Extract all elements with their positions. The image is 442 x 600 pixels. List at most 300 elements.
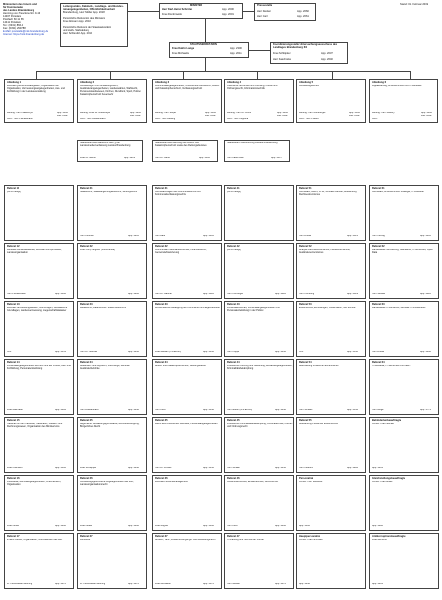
referat-box <box>296 475 366 531</box>
referat-leiter: Herr Hunzinger <box>227 293 244 295</box>
referat-desc: Vorsitz: Frau Stöckel <box>372 423 394 425</box>
referat-app: App. 2070 <box>128 583 139 585</box>
abteilung-app: App. 2100 <box>57 112 68 114</box>
referat-leiter: Frau Mamrabe <box>7 409 23 411</box>
referat-app: App. 2602 <box>55 409 66 411</box>
ministry-line-5: Postfach 60 11 65 <box>3 18 24 21</box>
referat-box <box>152 301 222 357</box>
referat-desc: Vorsitz: Herr Mosbeck <box>299 481 323 483</box>
abteilung-fax: Fax: 2102 <box>57 115 68 117</box>
referat-title: Referat 43 <box>227 303 240 306</box>
staatssekretaerin-name: Frau Katrin Lange <box>172 47 195 50</box>
referat-title: Referat 61 <box>372 187 385 190</box>
referat-title: Referat 26 <box>80 477 93 480</box>
referat-desc: Grundsatz, E-Government Strategie, IT-Leitstelle <box>372 191 424 193</box>
referat-leiter: Frau Lütder <box>80 525 93 527</box>
minister-vorz: Frau Dombrowski <box>162 13 183 16</box>
minister-vorz-app: App. 2001 <box>222 13 234 16</box>
referat-desc: Wirtschaftliche Betätigung der Kommunen und Eigenbetriebe <box>155 307 220 309</box>
referat-leiter: Herr Schäfer <box>299 409 313 411</box>
referat-desc: Innerer Dienst, Organisation, Informationen des MIK <box>7 539 63 541</box>
referat-title: Personalrat <box>299 477 314 480</box>
referat-app: App. 2320 <box>203 293 214 295</box>
referat-desc: Ausländer- und Asylrecht, Flüchtlinge, Zentrale Ausländerbehörde <box>80 365 130 370</box>
referat-leiter: App. 2040 <box>299 583 310 585</box>
referat-title: Referat 13 <box>7 303 20 306</box>
referat-box <box>369 185 439 241</box>
referat-app: App. 2340 <box>203 409 214 411</box>
referat-desc: Vorsitz: Frau Schröder <box>299 539 323 541</box>
abteilung-title: Abteilung 6 <box>372 81 387 84</box>
referat-leiter: Herr Heidrich <box>299 467 314 469</box>
referat-desc: Brand- und Katastrophenschutz, Rettungsdienst <box>155 365 206 367</box>
koord-l1: Frau Schlöpker <box>273 52 291 55</box>
referat-desc: Arbeits-, Tarif-, Zusatzversorgungs- und Besoldungsrecht <box>155 539 216 541</box>
referat-box <box>152 359 222 415</box>
referat-box <box>296 533 366 589</box>
referat-desc: Haushalt für den Haushalt, Haushalts-, Kassen- und Rechnungswesen, Organisation des Ministeriums <box>7 423 63 428</box>
koord-l2: Herr Kaschorke <box>273 58 292 61</box>
presse-title: Pressestelle <box>257 4 273 7</box>
referat-leiter: App. 2061 <box>372 583 383 585</box>
referat-title: Referat 14 <box>7 361 20 364</box>
referat-box <box>4 533 74 589</box>
leitungsstab-line-4: Persönliche Referentin des Ministers <box>63 17 106 20</box>
stabsstelle-app: App. 2317 <box>271 157 282 159</box>
referat-title: Referat 34 <box>155 361 168 364</box>
abteilung-title: Abteilung 3 <box>155 81 170 84</box>
abteilung-title: Abteilung 5 <box>299 81 314 84</box>
referat-app: App. 2460 <box>275 525 286 527</box>
referat-title: Behindertenbeauftragte <box>372 419 402 422</box>
referat-title: Gleichstellungsbeauftragte <box>372 477 406 480</box>
abteilung-vertr: Vertr.: Herr Köppera <box>227 118 249 120</box>
referat-app: App. 2544 <box>347 409 358 411</box>
leitungsstab-title-2: ratsangelegenheiten, Öffentlichkeitsarbeit <box>63 8 115 11</box>
abteilung-leitung: Leitung: Herr Dr. Lührs <box>227 112 252 114</box>
ministry-line-4: 14467 Potsdam <box>3 15 22 18</box>
presse-a1: App. 2060 <box>297 10 309 13</box>
referat-leiter: Herr Rhode <box>372 351 385 353</box>
referat-leiter: Fr. Personalrat Werning <box>7 583 33 585</box>
ministry-line-6: 14411 Potsdam <box>3 21 21 24</box>
referat-app: App. 2420 <box>275 293 286 295</box>
koord-a1: App. 2037 <box>321 52 333 55</box>
referat-desc: Frau Chirp Sogiber (Vorsitzende) <box>80 249 115 251</box>
stabsstelle-text: Stabsstelle Rechtsaufsicht nach § der Landesmedienverfassung Landes Brandenburg <box>80 142 131 147</box>
abteilung-6-box <box>369 79 438 123</box>
referat-title: Referat 45 <box>227 419 240 422</box>
referat-title: Referat 63 <box>372 303 385 306</box>
abteilung-vertr: Vertr.: Herr Breidenbach <box>80 118 106 120</box>
referat-box <box>224 185 294 241</box>
referat-app: App. 2620 <box>420 293 431 295</box>
referat-leiter: App. 2100 <box>299 525 310 527</box>
referat-desc: Polizeiliche Kriminalitätsbekämpfung, Kriminaltechnik, Polizei- und Ordnungsrecht <box>227 423 293 428</box>
referat-box <box>369 533 439 589</box>
referat-leiter: Herr Rhode <box>299 235 312 237</box>
abteilung-1-box <box>4 79 74 123</box>
referat-box <box>77 243 147 299</box>
referat-box <box>77 359 147 415</box>
referat-app: App. 2060 <box>128 525 139 527</box>
referat-leiter: Frau Lühler <box>7 525 20 527</box>
stabsstelle-app: App. 2318 <box>199 157 210 159</box>
referat-title: Referat 22 <box>80 245 93 248</box>
referat-desc: Personalangelegenheiten des MIK und der Polizei, Aus- und Fortbildung, Personalentwicklung <box>7 365 71 370</box>
referat-title: Referat 32 <box>155 245 168 248</box>
abteilung-app: App. 2600 <box>421 112 432 114</box>
connector-abt6 <box>410 71 411 79</box>
referat-desc: Frau Behrend <box>372 539 387 541</box>
referat-title: Referat 53 <box>299 303 312 306</box>
referat-app: App. 2470 <box>275 583 286 585</box>
minister-app: App. 2000 <box>222 8 234 11</box>
referat-leiter: Frau Bogner <box>155 525 169 527</box>
connector-abt5 <box>332 71 333 79</box>
stabsstelle-name: Herr Dr. Gerlid <box>155 157 171 159</box>
referat-leiter: N.N. <box>7 351 12 353</box>
abteilung-desc: Öffentliche Sicherheit und Ordnung, Polizei und Ordnungsrecht, Informationstechnik <box>227 85 278 90</box>
referat-leiter: Herr Koch <box>155 409 166 411</box>
referat-leiter: Frau Pollmann <box>7 467 23 469</box>
presse-l1: Herr Decker <box>257 10 271 13</box>
referat-desc: Justiziariat, Rechtsangelegenheiten, Innenrevision, Organisation <box>7 481 61 486</box>
referat-app: App. 2440 <box>275 409 286 411</box>
referat-box <box>224 417 294 473</box>
abteilung-leitung: Leitung: Herr Wolfery <box>372 112 395 114</box>
abteilung-leitung: Leitung: Herr Nordberger <box>299 112 326 114</box>
referat-title: Referat 44 <box>227 361 240 364</box>
abteilung-app: App. 2300 <box>205 112 216 114</box>
referat-box <box>4 185 74 241</box>
leitungsstab-line-5: Frau Altmann App. 2010 <box>63 20 91 23</box>
stabsstelle-text: Stabsstelle Rechtsetzung des Brand- und Katastrophenschutz sowie des Rettungsdienstes <box>155 142 207 147</box>
referat-title: Referat 31 <box>155 187 168 190</box>
pressestelle-box <box>254 3 316 21</box>
referat-desc: IT-Planung und Technik der Polizei <box>227 539 264 541</box>
presse-a2: App. 2061 <box>297 15 309 18</box>
referat-desc: Recht des Öffentlichen Dienstes, Personalangelegenheiten <box>155 423 218 425</box>
referat-box <box>77 301 147 357</box>
abteilung-leitung: Leitung: Frau Dr. Bussmeyer <box>80 112 111 114</box>
referat-box <box>4 475 74 531</box>
referat-box <box>77 475 147 531</box>
referat-box <box>224 301 294 357</box>
abteilung-fax: Fax: 2402 <box>277 115 288 117</box>
referat-desc: Verkehrssicherheit, Einsatztechnik, Grenzschutz <box>227 481 279 483</box>
referat-app: App. 2330 <box>203 351 214 353</box>
referat-desc: Verfassungsgerichtliche Angelegenheiten des MIK, Landesorganisationsrecht <box>80 481 134 486</box>
referat-app: App. 2350 <box>203 467 214 469</box>
referat-desc: Auswertung Politischer Extremismus <box>299 423 338 425</box>
minister-title: MINISTER <box>190 4 203 7</box>
referat-desc: Beschaffung Politischer Extremismus <box>299 365 339 367</box>
minister-box <box>159 3 243 19</box>
referat-title: Referat 42 <box>227 245 240 248</box>
referat-leiter: Herr Nienke <box>227 583 240 585</box>
stabsstelle-2-box <box>152 140 218 162</box>
referat-app: App. 2210 <box>128 235 139 237</box>
referat-box <box>369 301 439 357</box>
referat-title: Referat 62 <box>372 245 385 248</box>
referat-desc: Landesweite Normierung, Standards, IT-Sicherheit, Open Data <box>372 249 433 254</box>
referat-title: Referat 52 <box>299 245 312 248</box>
referat-app: App. 2530 <box>347 351 358 353</box>
abteilung-desc: Kommunalangelegenheiten, Öffentliches Dienstrecht, Brand- und Katastrophenschutz, Verfassungsschutz <box>155 85 220 90</box>
referat-title: Referat 27 <box>80 535 93 538</box>
referat-title: Referat 23 <box>80 303 93 306</box>
staatssekretaerin-app: App. 2300 <box>230 47 242 50</box>
referat-title: Referat 36 <box>155 477 168 480</box>
connector-stsek-down <box>205 58 206 71</box>
referat-leiter: Herr Hoppe <box>227 351 240 353</box>
connector-stsek-koord <box>249 50 270 51</box>
referat-title: Referat 41 <box>227 187 240 190</box>
referat-desc: Melderecht, Datenschutz- sowie Aktenrecht <box>80 307 126 309</box>
abteilung-2-box <box>77 79 147 123</box>
referat-box <box>296 417 366 473</box>
referat-desc: (nicht belegt) <box>227 249 241 251</box>
referat-leiter: Fr. Personalrat Werning <box>80 583 106 585</box>
referat-box <box>152 417 222 473</box>
abteilung-desc: Digitalisierung, E-Government und IT-Leitstelle <box>372 85 422 87</box>
abteilung-fax: Fax: 2302 <box>205 115 216 117</box>
referat-desc: Grundsatzfragen des Kommunalrechts und Kommunalverfassungsrechts <box>155 191 201 196</box>
referat-box <box>4 301 74 357</box>
referat-desc: Allgemeine Verwaltungsgrundsätze, Rechtsbereinigung, Bürgerliches Recht <box>80 423 140 428</box>
abteilung-title: Abteilung 2 <box>80 81 95 84</box>
referat-title: Referat 12 <box>7 245 20 248</box>
abteilung-vertr: Vertr.: Herr Prätsch <box>299 118 320 120</box>
stabsstelle-3-box <box>224 140 290 162</box>
referat-app: App. 2660 <box>420 351 431 353</box>
referat-box <box>152 533 222 589</box>
referat-leiter: Herr Hennig <box>372 235 385 237</box>
referat-app: App. 2450 <box>275 467 286 469</box>
connector-abt-horizontal <box>36 71 410 72</box>
abteilung-fax: Fax: 2202 <box>130 115 141 117</box>
referat-app: App. 2060 <box>55 525 66 527</box>
referat-desc: Extremismus, Ermittlungen, Observation, ND-Technik <box>299 307 356 309</box>
referat-leiter: Herr Wege <box>372 409 384 411</box>
referat-leiter: Herr Dr. Ganner <box>155 293 173 295</box>
stabsstelle-text: Stabsstelle Polizeiführung Landes Brandenburg <box>227 142 278 144</box>
referat-leiter: Frau Michaelis <box>155 583 171 585</box>
referat-app: App. 2040 <box>128 467 139 469</box>
referat-desc: Kommunale Haushaltswirtschaft, Finanzaufsicht, Gemeindefinanzierung <box>155 249 207 254</box>
leitungsstab-line-7: und stellv. Stabsleitung <box>63 29 90 32</box>
referat-leiter: Herr Homburg <box>299 293 315 295</box>
referat-title: Referat 47 <box>227 535 240 538</box>
stabsstelle-name: Herr Kaschorke <box>227 157 244 159</box>
abteilung-title: Abteilung 4 <box>227 81 242 84</box>
koord-a2: App. 2640 <box>321 58 333 61</box>
stabsstelle-1-box <box>77 140 143 162</box>
referat-box <box>296 243 366 299</box>
abteilung-fax: Fax: 2602 <box>421 115 432 117</box>
referat-box <box>224 475 294 531</box>
referat-title: Hauptpersonalrat <box>299 535 321 538</box>
leitungsstab-line-6: Persönliche Referent der Staatssekretärin <box>63 26 112 29</box>
connector-stab-minister <box>128 11 159 12</box>
referat-title: Referat 64 <box>372 361 385 364</box>
leitungsstab-line-8: Herr Schlendzi App. 2019 <box>63 32 93 35</box>
ministry-line-2: des Landes Brandenburg <box>3 9 35 12</box>
referat-desc: Leitstelle Bürokratieabbau, Zentrale Normprüfstelle, Landesorganisation <box>7 249 62 254</box>
referat-box <box>4 243 74 299</box>
referat-leiter: Herr Dr. Stöbbel <box>80 351 98 353</box>
referat-desc: Zentrale Vermessungswesen, Grenzfragen, Geodätische Grundlagen, Landesvermessung, Liegenschaftskataster <box>7 307 68 312</box>
abteilung-vertr: Vertr.: Herr Diesing <box>155 118 176 120</box>
referat-leiter: Herr Konrath <box>80 235 94 237</box>
referat-app: App. 2310 <box>203 235 214 237</box>
referat-box <box>296 185 366 241</box>
staatssekretaerin-vorz: Frau Michaelis <box>172 52 189 55</box>
referat-title: Referat 46 <box>227 477 240 480</box>
referat-leiter: Herr Dr. Förster <box>155 467 172 469</box>
referat-app: App. 2106 <box>55 467 66 469</box>
referat-box <box>224 533 294 589</box>
referat-desc: Analyse Rechtsextremismus, Linksextremismus, Ausländerextremismus <box>299 249 351 254</box>
referat-title: Referat 25 <box>80 419 93 422</box>
connector-abt3 <box>183 71 184 79</box>
referat-leiter: Herr Koch <box>227 525 238 527</box>
referat-box <box>152 243 222 299</box>
referat-title: Referat 11 <box>7 187 20 190</box>
staatssekretaerin-title: STAATSSEKRETÄRIN <box>190 43 217 46</box>
referat-leiter: Herr Stöckel <box>372 293 386 295</box>
abteilung-app: App. 2400 <box>277 112 288 114</box>
referat-box <box>4 417 74 473</box>
referat-title: Antikorruptionsbeauftragte <box>372 535 406 538</box>
referat-title: Referat 55 <box>299 419 312 422</box>
referat-app: App. 2040 <box>128 409 139 411</box>
referat-desc: Staatsrecht, Staatsangehörigkeitsrecht, Stiftungsrecht <box>80 191 138 193</box>
referat-desc: IT-Leitstelle, IT-Sicherheit und CERT <box>372 365 411 367</box>
referat-leiter: Frau Schlepper <box>80 467 97 469</box>
koord-title-1: Koordinierungsstelle Untersuchungsausschuss des <box>273 43 338 46</box>
connector-minister-presse <box>243 11 254 12</box>
referat-desc: (nicht belegt) <box>7 191 21 193</box>
abteilung-vertr: Vertr.: <box>372 118 379 120</box>
referat-box <box>77 417 147 473</box>
staatssekretaerin-vorz-app: App. 2011 <box>230 52 242 55</box>
stabsstelle-name: Frau Dr. Gebbl <box>80 157 96 159</box>
referat-leiter: Herr Plückelmann <box>7 293 26 295</box>
referat-title: Referat 16 <box>7 477 20 480</box>
referat-leiter: N.N. <box>299 351 304 353</box>
referat-title: Referat 33 <box>155 303 168 306</box>
connector-abt2 <box>110 71 111 79</box>
abteilung-3-box <box>152 79 222 123</box>
abteilung-fax: Fax: 2502 <box>349 115 360 117</box>
referat-app: App. 2360 <box>203 525 214 527</box>
abteilung-app: App. 2500 <box>349 112 360 114</box>
referat-box <box>296 301 366 357</box>
ministry-email[interactable]: E-Mail: poststelle@mik.brandenburg.de <box>3 30 49 33</box>
referat-leiter: Herr Bark <box>155 235 166 237</box>
connector-abt4 <box>257 71 258 79</box>
referat-desc: Rundfunk <box>80 539 91 541</box>
abteilung-desc: Zentrale Querschnittsaufgaben, Organisation der Organisation, Vermessungsangelegenheiten, Aus- und Fortbildung in der Landesverwaltung <box>7 85 65 93</box>
referat-box <box>369 359 439 415</box>
ministry-line-1: für Kommunales <box>3 6 24 9</box>
referat-app: App. 2131 <box>55 351 66 353</box>
referat-leiter: App. 2061 <box>372 467 383 469</box>
referat-box <box>4 359 74 415</box>
referat-desc: Grundsatz, Recht, G 10, zentrale Dienste, Auswertung Rechtsextremismus <box>299 191 357 196</box>
leitungsstab-title: Leitungsstabs, Kabinett-, Landtags- und Bundes- <box>63 5 124 8</box>
referat-title: Referat 54 <box>299 361 312 364</box>
referat-box <box>224 359 294 415</box>
referat-title: Referat 21 <box>80 187 93 190</box>
referat-desc: Personalwirtschaft, Personalangelegenheiten und Personalentwicklung in der Polizei <box>227 307 280 312</box>
referat-box <box>296 359 366 415</box>
referat-title: Referat 17 <box>7 535 20 538</box>
ministry-url[interactable]: Internet: https://mik.brandenburg.de <box>3 33 45 36</box>
abteilung-leitung: Leitung: Herr Stöpel <box>155 112 177 114</box>
referat-app: App. 2370 <box>203 583 214 585</box>
referat-box <box>77 533 147 589</box>
referat-leiter: App. 2086 <box>372 525 383 527</box>
referat-desc: Polizeiliche Führung und Steuerung, Einsatzangelegenheiten, Kriminalitätsbekämpfung <box>227 365 293 370</box>
koord-title-2: Landtages Brandenburg 6/1 <box>273 46 308 49</box>
referat-leiter: Herr Breidenbach <box>80 409 99 411</box>
referat-app: App. 2030 <box>128 351 139 353</box>
abteilung-4-box <box>224 79 294 123</box>
staatssekretaerin-box <box>169 42 249 58</box>
referat-leiter: Frau Basser (in d.EKGS) <box>155 351 182 353</box>
referat-desc: (nicht belegt) <box>227 191 241 193</box>
leitungsstab-line-2: Brandenburg, Herr Müller App. 2018 <box>63 11 105 14</box>
referat-box <box>152 185 222 241</box>
stabsstelle-app: App. 2219 <box>124 157 135 159</box>
minister-name: Herr Karl-Heinz Schröter <box>162 8 193 11</box>
referat-title: Referat 15 <box>7 419 20 422</box>
referat-app: App. 2882 <box>347 467 358 469</box>
ministry-line-8: Fax: (0331) 293788 <box>3 27 26 30</box>
ministry-box <box>3 3 57 39</box>
referat-title: Referat 51 <box>299 187 312 190</box>
stand-date: Stand: 01. Februar 2019 <box>400 3 429 6</box>
referat-box <box>369 243 439 299</box>
abteilung-title: Abteilung 1 <box>7 81 22 84</box>
referat-box <box>152 475 222 531</box>
abteilung-leitung: Leitung: Herr Pawelczyk <box>7 112 33 114</box>
ministry-line-0: Ministerium des Innern und <box>3 3 37 6</box>
referat-desc: Landesweite IT-Verfahren, Zentrale IT-Infrastruktur <box>372 307 426 309</box>
referat-box <box>369 417 439 473</box>
referat-app: App. 2610 <box>420 235 431 237</box>
referat-desc: Zentrale Personalmanagement <box>155 481 188 483</box>
referat-title: Referat 24 <box>80 361 93 364</box>
abteilung-app: App. 2200 <box>130 112 141 114</box>
ministry-line-7: Tel.: (0331) 866-0 <box>3 24 24 27</box>
referat-title: Referat 37 <box>155 535 168 538</box>
referat-desc: Vorsitz: Frau Müller <box>372 481 393 483</box>
connector-minister-down <box>205 19 206 42</box>
ministry-line-3: Henning-von-Tresckow-Str. 9-13 <box>3 12 41 15</box>
presse-l2: Herr Carl <box>257 15 268 18</box>
referat-app: App. 2529 <box>347 293 358 295</box>
referat-leiter: Herr Müller (in d.EKGS) <box>227 409 253 411</box>
referat-app: App. 2430 <box>275 351 286 353</box>
referat-app: App. 2100 <box>55 293 66 295</box>
referat-leiter: Herr Schaef <box>227 467 240 469</box>
referat-app: App. 2070 <box>55 583 66 585</box>
referat-app: App. 2772 <box>420 409 431 411</box>
